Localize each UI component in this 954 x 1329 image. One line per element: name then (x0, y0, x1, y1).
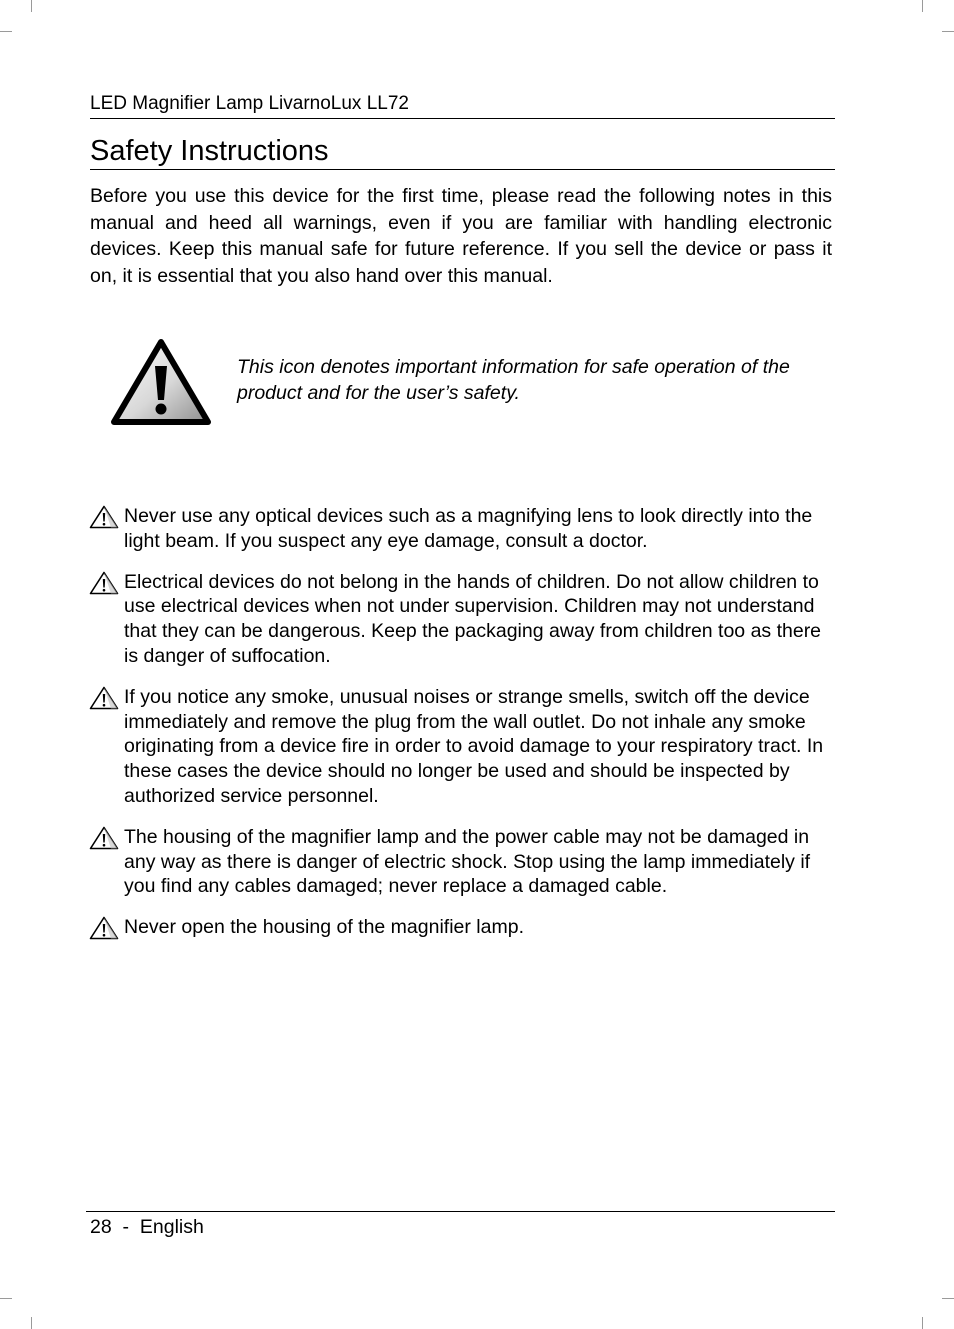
crop-mark-top-right (922, 0, 923, 12)
warning-list (88, 504, 838, 956)
warning-triangle-icon (89, 571, 119, 595)
crop-mark-top-left (31, 0, 32, 12)
crop-mark-bottom-right (922, 1317, 923, 1329)
page-number: 28 (90, 1216, 112, 1238)
crop-mark-bottom-left-h (0, 1298, 12, 1299)
crop-mark-top-left-h (0, 31, 12, 32)
warning-triangle-icon (89, 916, 119, 940)
intro-paragraph: Before you use this device for the first time, please read the following notes in this manual and heed all warnings, even if you are familiar with handling electronic devices. Keep this manual safe for future reference. If you sell the device or pass it on, it is essential that you also hand over this manual. (90, 185, 832, 287)
warning-item (88, 825, 838, 899)
footer-separator: - (122, 1216, 130, 1238)
warning-triangle-icon (110, 338, 212, 426)
warning-item (88, 504, 838, 554)
warning-text: The housing of the magnifier lamp and the power cable may not be damaged in any way as there is danger of electric shock. Stop using the lamp immediately if you find any cables damaged; never replace a damaged cable. (124, 825, 811, 898)
section-title: Safety Instructions (90, 134, 835, 170)
warning-text: Never open the housing of the magnifier lamp. (124, 916, 524, 939)
warning-item (88, 915, 838, 940)
warning-item (88, 685, 838, 809)
crop-mark-top-right-h (942, 31, 954, 32)
running-header: LED Magnifier Lamp LivarnoLux LL72 (90, 92, 835, 119)
crop-mark-bottom-left (31, 1317, 32, 1329)
notice-text: This icon denotes important information for safe operation of the product and for the user’s safety. (237, 356, 790, 404)
warning-triangle-icon (89, 505, 119, 529)
warning-text: If you notice any smoke, unusual noises or strange smells, switch off the device immediately and remove the plug from the wall outlet. Do not inhale any smoke originating from a device fire in order to avoid damage to your respiratory tract. In these cases the device should no longer be used and should be inspected by authorized service personnel. (124, 685, 824, 807)
warning-text: Electrical devices do not belong in the hands of children. Do not allow children to use electrical devices when not under supervision. Children may not understand that they can be dangerous. Keep the packaging away from children too as there is danger of suffocation. (124, 570, 822, 667)
footer-language: English (139, 1216, 204, 1238)
warning-triangle-icon (89, 826, 119, 850)
crop-mark-bottom-right-h (942, 1298, 954, 1299)
warning-triangle-icon (89, 686, 119, 710)
warning-text: Never use any optical devices such as a magnifying lens to look directly into the light beam. If you suspect any eye damage, consult a doctor. (124, 505, 813, 552)
warning-item (88, 570, 838, 669)
running-footer (86, 1211, 835, 1240)
